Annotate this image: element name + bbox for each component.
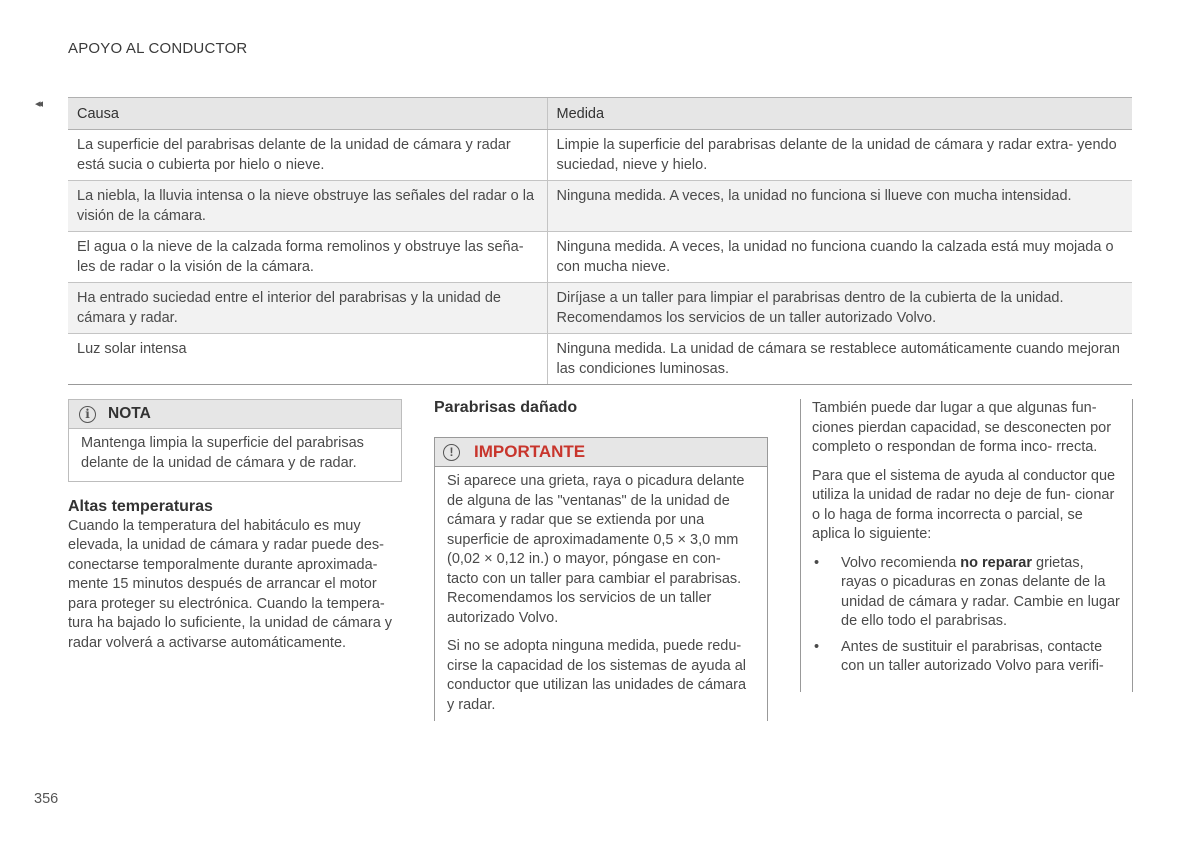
altas-temperaturas-text: Cuando la temperatura del habitáculo es muy elevada, la unidad de cámara y radar puede des- conectarse temporalmente durante aproximada- mente 15 minutos después de arrancar el motor para proteger su electrónica. Cuando la tempera- tura ha bajado lo suficiente, la unidad de cámara y radar volverá a activarse automáticamente. <box>68 517 393 651</box>
bullet-icon: • <box>814 638 820 655</box>
right-column <box>800 399 1133 692</box>
list-item: • Antes de sustituir el parabrisas, contacte con un taller autorizado Volvo para verifi- <box>814 638 1104 674</box>
altas-temperaturas-heading: Altas temperaturas <box>68 498 213 515</box>
section-header: APOYO AL CONDUCTOR <box>68 40 248 57</box>
cause-cell: La superficie del parabrisas delante de la unidad de cámara y radar está sucia o cubierta por hielo o nieve. <box>68 130 547 181</box>
measure-cell: Ninguna medida. A veces, la unidad no funciona si llueve con mucha intensidad. <box>547 181 1132 232</box>
info-icon: i <box>79 406 96 423</box>
emphasis-no-reparar: no reparar <box>960 554 1033 571</box>
table-header-row <box>68 98 1132 130</box>
nota-header <box>69 400 401 429</box>
right-paragraph-1: También puede dar lugar a que algunas fun- ciones pierdan capacidad, se desconecten por completo o respondan de forma inco- rrecta. <box>812 400 1112 455</box>
nota-title: NOTA <box>108 405 151 422</box>
measure-cell: Diríjase a un taller para limpiar el parabrisas dentro de la cubierta de la unidad. Recomendamos los servicios de un taller autorizado Volvo. <box>547 283 1132 334</box>
importante-paragraph-1: Si aparece una grieta, raya o picadura delante de alguna de las "ventanas" de la unidad de cámara y radar que se extienda por una superficie de aproximadamente 0,5 × 3,0 mm (0,02 × 0,12 in.) o mayor, póngase en con- tacto con un taller para cambiar el parabrisas. Recomendamos los servicios de un taller autorizado Volvo. <box>447 473 745 626</box>
exclamation-icon: ! <box>443 444 460 461</box>
cause-cell: El agua o la nieve de la calzada forma remolinos y obstruye las seña- les de radar o la visión de la cámara. <box>68 232 547 283</box>
table-row <box>68 232 1132 283</box>
parabrisas-heading: Parabrisas dañado <box>434 399 578 416</box>
right-paragraph-2: Para que el sistema de ayuda al conductor que utiliza la unidad de radar no deje de fun- cionar o lo haga de forma incorrecta o parcial, se aplica lo siguiente: <box>812 467 1116 542</box>
cause-cell: Ha entrado suciedad entre el interior del parabrisas y la unidad de cámara y radar. <box>68 283 547 334</box>
column-header-cause: Causa <box>68 98 547 130</box>
nota-box <box>68 399 402 482</box>
cause-measure-table <box>68 97 1132 385</box>
importante-paragraph-2: Si no se adopta ninguna medida, puede redu- cirse la capacidad de los sistemas de ayuda al conductor que utilizan las unidades de cámara y radar. <box>447 638 747 713</box>
cause-cell: Luz solar intensa <box>68 334 547 385</box>
measure-cell: Ninguna medida. A veces, la unidad no funciona cuando la calzada está muy mojada o con mucha nieve. <box>547 232 1132 283</box>
column-header-measure: Medida <box>547 98 1132 130</box>
measure-cell: Limpie la superficie del parabrisas delante de la unidad de cámara y radar extra- yendo suciedad, nieve y hielo. <box>547 130 1132 181</box>
table-row <box>68 283 1132 334</box>
measure-cell: Ninguna medida. La unidad de cámara se restablece automáticamente cuando mejoran las condiciones luminosas. <box>547 334 1132 385</box>
importante-box <box>434 437 768 721</box>
altas-temperaturas-section <box>68 497 400 653</box>
importante-header <box>435 437 767 467</box>
bullet-icon: • <box>814 554 820 571</box>
table-row <box>68 130 1132 181</box>
table-row <box>68 334 1132 385</box>
list-item: • Volvo recomienda no reparar grietas, rayas o picaduras en zonas delante de la unidad de cámara y radar. Cambie en lugar de ello todo el parabrisas. <box>814 554 1120 629</box>
cause-cell: La niebla, la lluvia intensa o la nieve obstruye las señales del radar o la visión de la cámara. <box>68 181 547 232</box>
back-arrows-icon[interactable]: ◂◂ <box>35 98 41 110</box>
table-row <box>68 181 1132 232</box>
importante-title: IMPORTANTE <box>474 442 586 461</box>
recommendation-list <box>812 554 1120 677</box>
nota-text: Mantenga limpia la superficie del parabrisas delante de la unidad de cámara y de radar. <box>81 435 364 471</box>
page-number: 356 <box>34 791 59 807</box>
